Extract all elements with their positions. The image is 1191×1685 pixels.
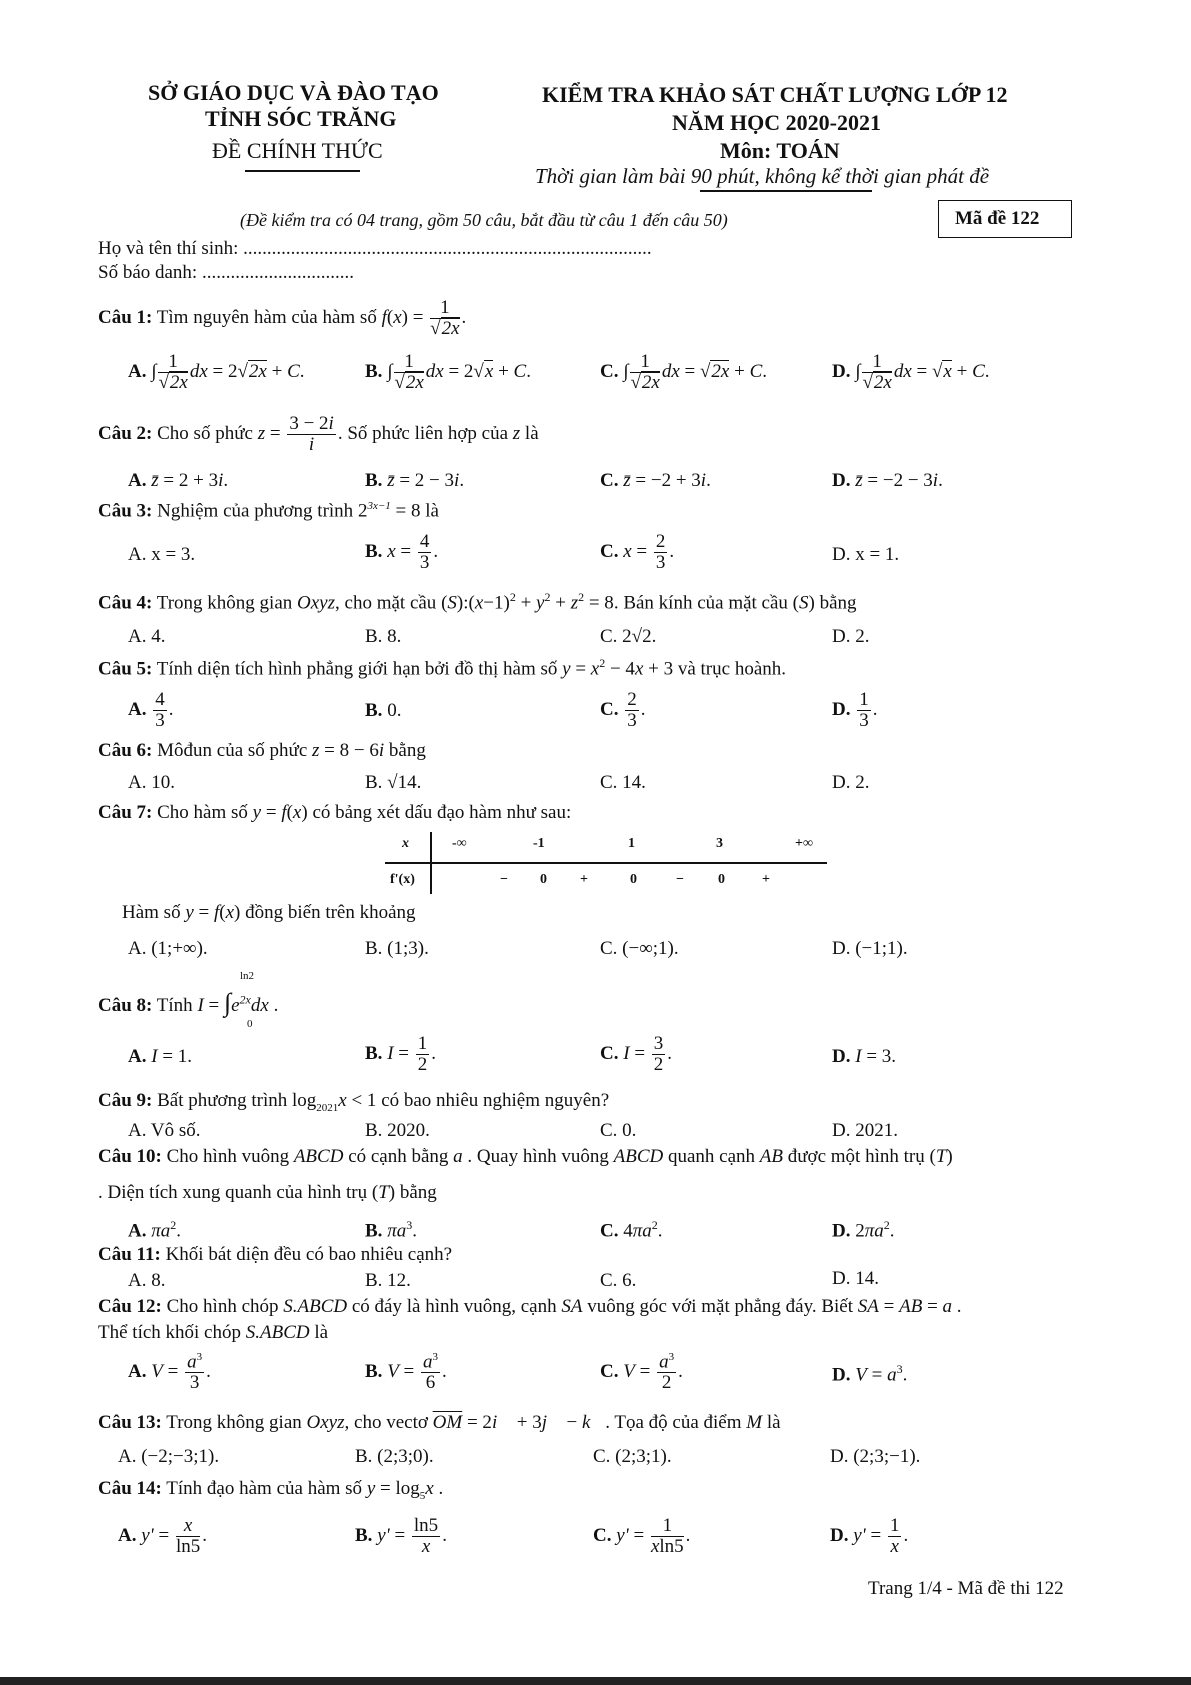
q7-option-b[interactable]: B. (1;3). <box>365 938 429 959</box>
q5-option-a[interactable]: A. $\frac{4}{3}$ . <box>128 689 174 731</box>
question-13: Câu 13: Trong không gian Oxyz, cho vectơ $\overline{OM}$ = 2i⃗ + 3j⃗ − k⃗. Tọa độ của điểm M là <box>98 1412 781 1433</box>
q5-option-b[interactable]: B. 0. <box>365 700 402 721</box>
q1-option-b[interactable]: B. ∫ $\frac{1}{√2x}$ dx = 2√x + C. <box>365 351 531 393</box>
q6-option-c[interactable]: C. 14. <box>600 772 646 793</box>
sign-mark: − <box>500 872 508 887</box>
q1-option-d[interactable]: D. ∫ $\frac{1}{√2x}$ dx = √x + C. <box>832 351 990 393</box>
x-value: 1 <box>628 836 635 851</box>
q3-option-a[interactable]: A. x = 3. <box>128 544 196 565</box>
q11-option-a[interactable]: A. 8. <box>128 1270 166 1291</box>
question-8: Câu 8: Tính $I = \int e^{2x}dx$ . <box>98 988 279 1017</box>
sign-table-vline <box>430 832 432 894</box>
question-12: Câu 12: Cho hình chóp S.ABCD có đáy là hình vuông, cạnh SA vuông góc với mặt phẳng đáy. Biết SA = AB = a . <box>98 1296 962 1317</box>
q14-option-c[interactable]: C. y' = $\frac{1}{xln5}$ . <box>593 1515 691 1557</box>
question-1: Câu 1: Tìm nguyên hàm của hàm số f(x) = $\frac{1}{√2x}$ . <box>98 297 467 339</box>
q2-option-b[interactable]: B. z̄ = 2 − 3i. <box>365 470 465 491</box>
x-value: -∞ <box>452 836 467 851</box>
q7-option-a[interactable]: A. (1;+∞). <box>128 938 208 959</box>
question-11: Câu 11: Khối bát diện đều có bao nhiêu cạnh? <box>98 1244 453 1265</box>
question-9: Câu 9: Bất phương trình $\log_{2021}x < 1$ có bao nhiêu nghiệm nguyên? <box>98 1090 610 1114</box>
q6-option-d[interactable]: D. 2. <box>832 772 870 793</box>
exam-title: KIỂM TRA KHẢO SÁT CHẤT LƯỢNG LỚP 12 <box>542 82 1008 107</box>
integral-lower-bound: 0 <box>247 1018 253 1030</box>
q7-option-c[interactable]: C. (−∞;1). <box>600 938 679 959</box>
q9-option-d[interactable]: D. 2021. <box>832 1120 898 1141</box>
q3-option-d[interactable]: D. x = 1. <box>832 544 900 565</box>
sign-table-fx-label: f'(x) <box>390 872 415 887</box>
question-14: Câu 14: Tính đạo hàm của hàm số $y = \log_5x$ . <box>98 1478 444 1502</box>
q12-option-d[interactable]: D. $V = a^3$. <box>832 1362 908 1386</box>
q11-option-c[interactable]: C. 6. <box>600 1270 637 1291</box>
q14-option-d[interactable]: D. y' = $\frac{1}{x}$ . <box>830 1515 909 1557</box>
question-6: Câu 6: Môđun của số phức z = 8 − 6i bằng <box>98 740 426 761</box>
integral-upper-bound: ln2 <box>240 970 255 982</box>
q7-option-d[interactable]: D. (−1;1). <box>832 938 908 959</box>
exam-code: Mã đề 122 <box>955 208 1040 229</box>
q12-option-a[interactable]: A. V = $\frac{a^3}{3}$ . <box>128 1351 211 1394</box>
q6-option-b[interactable]: B. √14. <box>365 772 422 793</box>
q4-option-d[interactable]: D. 2. <box>832 626 870 647</box>
q10-option-d[interactable]: D. $2\pi a^2$. <box>832 1218 895 1242</box>
q6-option-a[interactable]: A. 10. <box>128 772 175 793</box>
q12-option-c[interactable]: C. V = $\frac{a^3}{2}$ . <box>600 1351 683 1394</box>
q8-option-a[interactable]: A. I = 1. <box>128 1046 193 1067</box>
sign-mark: + <box>762 872 770 887</box>
time-underline <box>700 190 872 192</box>
question-4: Câu 4: Trong không gian Oxyz, cho mặt cầu $(S):(x-1)^2 + y^2 + z^2 = 8$. Bán kính của mặt cầu (S) bằng <box>98 590 857 614</box>
q13-option-d[interactable]: D. (2;3;−1). <box>830 1446 921 1467</box>
question-10: Câu 10: Cho hình vuông ABCD có cạnh bằng a . Quay hình vuông ABCD quanh cạnh AB được một hình trụ (T) <box>98 1146 953 1167</box>
scan-edge <box>0 1677 1191 1685</box>
q8-option-d[interactable]: D. I = 3. <box>832 1046 897 1067</box>
question-5: Câu 5: Tính diện tích hình phẳng giới hạn bởi đồ thị hàm số $y = x^2 - 4x + 3$ và trục hoành. <box>98 656 786 680</box>
q3-option-b[interactable]: B. x = $\frac{4}{3}$ . <box>365 531 439 573</box>
province-name: TỈNH SÓC TRĂNG <box>205 106 397 131</box>
q14-option-a[interactable]: A. y' = $\frac{x}{\ln 5}$ . <box>118 1515 207 1557</box>
sign-mark: 0 <box>630 872 637 887</box>
q4-option-a[interactable]: A. 4. <box>128 626 166 647</box>
header-underline <box>245 170 360 172</box>
candidate-name-field[interactable]: Họ và tên thí sinh: ...................................................................................... <box>98 238 652 259</box>
q1-option-a[interactable]: A. ∫ $\frac{1}{√2x}$ dx = 2√2x + C. <box>128 351 305 393</box>
q13-option-b[interactable]: B. (2;3;0). <box>355 1446 434 1467</box>
question-12-line2: Thể tích khối chóp S.ABCD là <box>98 1322 329 1343</box>
q5-option-c[interactable]: C. $\frac{2}{3}$ . <box>600 689 646 731</box>
q2-option-d[interactable]: D. z̄ = −2 − 3i. <box>832 470 943 491</box>
q5-option-d[interactable]: D. $\frac{1}{3}$ . <box>832 689 878 731</box>
question-2: Câu 2: Cho số phức z = $\frac{3 - 2i}{i}$ . Số phức liên hợp của z là <box>98 413 539 455</box>
q13-option-c[interactable]: C. (2;3;1). <box>593 1446 672 1467</box>
q14-option-b[interactable]: B. y' = $\frac{\ln 5}{x}$ . <box>355 1515 447 1557</box>
q2-option-c[interactable]: C. z̄ = −2 + 3i. <box>600 470 711 491</box>
department-name: SỞ GIÁO DỤC VÀ ĐÀO TẠO <box>148 80 439 105</box>
official-label: ĐỀ CHÍNH THỨC <box>212 138 383 163</box>
q2-option-a[interactable]: A. z̄ = 2 + 3i. <box>128 470 229 491</box>
page-footer: Trang 1/4 - Mã đề thi 122 <box>868 1578 1064 1599</box>
q1-option-c[interactable]: C. ∫ $\frac{1}{√2x}$ dx = √2x + C. <box>600 351 768 393</box>
q12-option-b[interactable]: B. V = $\frac{a^3}{6}$ . <box>365 1351 447 1394</box>
q10-option-c[interactable]: C. $4\pi a^2$. <box>600 1218 663 1242</box>
sign-table-x-label: x <box>402 836 409 851</box>
question-7: Câu 7: Cho hàm số y = f(x) có bảng xét dấu đạo hàm như sau: <box>98 802 572 823</box>
school-year: NĂM HỌC 2020-2021 <box>672 110 881 135</box>
question-7-followup: Hàm số y = f(x) đồng biến trên khoảng <box>122 902 416 923</box>
subject: Môn: TOÁN <box>720 138 840 163</box>
sign-mark: 0 <box>540 872 547 887</box>
candidate-id-field[interactable]: Số báo danh: ................................ <box>98 262 354 283</box>
q4-option-c[interactable]: C. 2√2. <box>600 626 657 647</box>
sign-table-hline <box>385 862 827 864</box>
sign-mark: − <box>676 872 684 887</box>
q8-option-b[interactable]: B. I = $\frac{1}{2}$ . <box>365 1033 436 1075</box>
q11-option-b[interactable]: B. 12. <box>365 1270 411 1291</box>
q9-option-a[interactable]: A. Vô số. <box>128 1120 201 1141</box>
q8-option-c[interactable]: C. I = $\frac{3}{2}$ . <box>600 1033 673 1075</box>
q13-option-a[interactable]: A. (−2;−3;1). <box>118 1446 220 1467</box>
q9-option-b[interactable]: B. 2020. <box>365 1120 430 1141</box>
question-10-line2: . Diện tích xung quanh của hình trụ (T) bằng <box>98 1182 437 1203</box>
exam-note: (Đề kiểm tra có 04 trang, gồm 50 câu, bắt đầu từ câu 1 đến câu 50) <box>240 210 728 230</box>
sign-mark: + <box>580 872 588 887</box>
question-3: Câu 3: Nghiệm của phương trình $2^{3x-1} = 8$ là <box>98 500 439 522</box>
x-value: -1 <box>533 836 545 851</box>
q10-option-a[interactable]: A. $\pi a^2$. <box>128 1218 182 1242</box>
q11-option-d[interactable]: D. 14. <box>832 1268 879 1289</box>
time-limit: Thời gian làm bài 90 phút, không kể thời gian phát đề <box>535 164 990 188</box>
q10-option-b[interactable]: B. $\pi a^3$. <box>365 1218 417 1242</box>
sign-mark: 0 <box>718 872 725 887</box>
x-value: +∞ <box>795 836 813 851</box>
x-value: 3 <box>716 836 723 851</box>
q3-option-c[interactable]: C. x = $\frac{2}{3}$ . <box>600 531 675 573</box>
q9-option-c[interactable]: C. 0. <box>600 1120 637 1141</box>
q4-option-b[interactable]: B. 8. <box>365 626 402 647</box>
